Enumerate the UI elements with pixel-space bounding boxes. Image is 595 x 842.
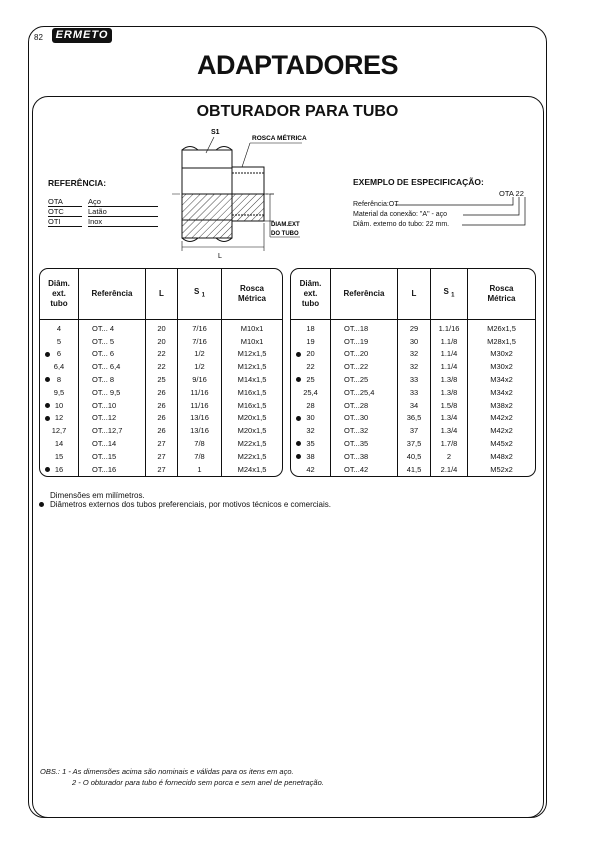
rosca-cell: M20x1,5 xyxy=(237,413,267,423)
l-label: L xyxy=(218,253,222,260)
s1-cell: 1.1/16 xyxy=(431,320,468,335)
ref-cell: OT...18 xyxy=(331,320,398,335)
rosca-cell: M16x1,5 xyxy=(237,400,267,410)
rosca-cell: M22x1,5 xyxy=(237,439,267,449)
diam-cell: 28 xyxy=(291,399,331,412)
l-cell: 20 xyxy=(146,335,178,348)
rosca-cell: M34x2 xyxy=(490,387,513,397)
ref-cell: OT...28 xyxy=(331,399,398,412)
diam-cell: 25 xyxy=(291,373,331,386)
s1-label: S1 xyxy=(211,129,220,136)
brand-logo: ERMETO xyxy=(52,28,112,43)
table-row xyxy=(291,320,535,335)
notes xyxy=(50,491,331,509)
diam-cell: 22 xyxy=(291,360,331,373)
l-cell: 37,5 xyxy=(398,437,431,450)
l-cell: 22 xyxy=(146,360,178,373)
rosca-cell: M48x2 xyxy=(490,451,513,461)
preferred-dot-icon xyxy=(296,454,301,459)
l-cell: 37 xyxy=(398,424,431,437)
table-row xyxy=(291,399,535,412)
preferred-dot-icon xyxy=(45,416,50,421)
reference-material: Latão xyxy=(88,207,158,217)
preferred-dot-icon xyxy=(296,377,301,382)
s1-cell: 11/16 xyxy=(178,399,222,412)
diam-cell: 12 xyxy=(40,412,79,425)
s1-cell: 11/16 xyxy=(178,386,222,399)
l-cell: 27 xyxy=(146,450,178,463)
col-diam: Diâm. ext. tubo xyxy=(291,269,331,320)
ref-cell: OT... 6 xyxy=(79,348,146,361)
table-row xyxy=(40,424,282,437)
ref-cell: OT...15 xyxy=(79,450,146,463)
table-row xyxy=(291,360,535,373)
ref-cell: OT...25 xyxy=(331,373,398,386)
l-cell: 32 xyxy=(398,348,431,361)
diam-label-1: DIAM.EXT xyxy=(271,222,300,228)
s1-cell: 1.7/8 xyxy=(431,437,468,450)
diam-cell: 6 xyxy=(40,348,79,361)
ref-cell: OT...30 xyxy=(331,412,398,425)
ref-cell: OT... 4 xyxy=(79,320,146,335)
s1-cell: 1.1/4 xyxy=(431,348,468,361)
l-cell: 22 xyxy=(146,348,178,361)
diam-cell: 25,4 xyxy=(291,386,331,399)
reference-code: OTI xyxy=(48,217,82,227)
ref-cell: OT... 5 xyxy=(79,335,146,348)
technical-drawing xyxy=(170,125,320,260)
diam-cell: 6,4 xyxy=(40,360,79,373)
diam-cell: 38 xyxy=(291,450,331,463)
diam-cell: 10 xyxy=(40,399,79,412)
ref-cell: OT... 8 xyxy=(79,373,146,386)
ref-cell: OT...12,7 xyxy=(79,424,146,437)
table-row xyxy=(40,335,282,348)
page-number: 82 xyxy=(34,33,43,42)
rosca-cell: M34x2 xyxy=(490,375,513,385)
s1-cell: 1.3/4 xyxy=(431,424,468,437)
l-cell: 26 xyxy=(146,386,178,399)
ref-cell: OT...38 xyxy=(331,450,398,463)
s1-cell: 1.3/8 xyxy=(431,373,468,386)
specification-line: Referência:OT xyxy=(353,201,399,208)
s1-cell: 7/16 xyxy=(178,335,222,348)
preferred-dot-icon xyxy=(296,441,301,446)
rosca-cell: M42x2 xyxy=(490,426,513,436)
reference-code: OTA xyxy=(48,197,82,207)
dimensions-table-right xyxy=(290,268,536,477)
ref-cell: OT... 9,5 xyxy=(79,386,146,399)
col-diam: Diâm. ext. tubo xyxy=(40,269,79,320)
table-row xyxy=(40,348,282,361)
reference-title: REFERÊNCIA: xyxy=(48,178,107,188)
rosca-cell: M24x1,5 xyxy=(237,464,267,474)
table-row xyxy=(291,424,535,437)
ref-cell: OT...16 xyxy=(79,463,146,476)
preferred-dot-icon xyxy=(296,416,301,421)
diam-cell: 14 xyxy=(40,437,79,450)
s1-cell: 9/16 xyxy=(178,373,222,386)
rosca-cell: M30x2 xyxy=(490,362,513,372)
rosca-cell: M42x2 xyxy=(490,413,513,423)
table-row xyxy=(291,335,535,348)
s1-cell: 1.1/4 xyxy=(431,360,468,373)
rosca-cell: M10x1 xyxy=(240,336,264,346)
rosca-cell: M12x1,5 xyxy=(237,349,267,359)
specification-title: EXEMPLO DE ESPECIFICAÇÃO: xyxy=(353,177,484,187)
col-ref: Referência xyxy=(79,269,146,320)
table-row xyxy=(291,386,535,399)
l-cell: 33 xyxy=(398,373,431,386)
page-title: ADAPTADORES xyxy=(196,50,398,80)
s1-cell: 1 xyxy=(178,463,222,476)
l-cell: 29 xyxy=(398,320,431,335)
l-cell: 33 xyxy=(398,386,431,399)
table-row xyxy=(40,360,282,373)
diam-cell: 42 xyxy=(291,463,331,476)
diam-cell: 20 xyxy=(291,348,331,361)
table-body-left xyxy=(40,320,282,476)
diam-label-2: DO TUBO xyxy=(271,231,299,237)
table-row xyxy=(40,399,282,412)
specification-line: Diâm. externo do tubo: 22 mm. xyxy=(353,221,450,228)
rosca-cell: M16x1,5 xyxy=(237,387,267,397)
l-cell: 27 xyxy=(146,437,178,450)
diam-cell: 8 xyxy=(40,373,79,386)
rosca-label: ROSCA MÉTRICA xyxy=(252,135,307,142)
ref-cell: OT...22 xyxy=(331,360,398,373)
rosca-cell: M14x1,5 xyxy=(237,375,267,385)
col-l: L xyxy=(146,269,178,320)
note-units: Dimensões em milímetros. xyxy=(50,491,145,500)
ref-cell: OT...14 xyxy=(79,437,146,450)
rosca-cell: M28x1,5 xyxy=(487,336,516,346)
reference-material: Inox xyxy=(88,217,158,227)
dimensions-table-left xyxy=(39,268,283,477)
table-row xyxy=(40,437,282,450)
specification-line: Material da conexão: "A" - aço xyxy=(353,211,448,218)
ref-cell: OT...32 xyxy=(331,424,398,437)
rosca-cell: M26x1,5 xyxy=(487,323,516,333)
diam-cell: 4 xyxy=(40,320,79,335)
l-cell: 25 xyxy=(146,373,178,386)
s1-cell: 7/8 xyxy=(178,437,222,450)
l-cell: 32 xyxy=(398,360,431,373)
table-row xyxy=(40,463,282,476)
col-rosca: Rosca Métrica xyxy=(222,269,283,320)
rosca-cell: M12x1,5 xyxy=(237,362,267,372)
table-row xyxy=(40,386,282,399)
rosca-cell: M30x2 xyxy=(490,349,513,359)
ref-cell: OT... 6,4 xyxy=(79,360,146,373)
ref-cell: OT...19 xyxy=(331,335,398,348)
s1-cell: 1.3/8 xyxy=(431,386,468,399)
rosca-cell: M22x1,5 xyxy=(237,451,267,461)
diam-cell: 15 xyxy=(40,450,79,463)
table-body-right xyxy=(291,320,535,476)
s1-cell: 1/2 xyxy=(178,360,222,373)
l-cell: 41,5 xyxy=(398,463,431,476)
diam-cell: 5 xyxy=(40,335,79,348)
preferred-dot-icon xyxy=(45,467,50,472)
s1-cell: 1.3/4 xyxy=(431,412,468,425)
obs-line-1: OBS.: 1 - As dimensões acima são nominais e válidas para os itens em aço. xyxy=(40,767,294,776)
ref-cell: OT...20 xyxy=(331,348,398,361)
s1-cell: 13/16 xyxy=(178,412,222,425)
diam-cell: 16 xyxy=(40,463,79,476)
section-title: OBTURADOR PARA TUBO xyxy=(196,103,399,120)
table-row xyxy=(40,450,282,463)
l-cell: 26 xyxy=(146,412,178,425)
col-rosca: Rosca Métrica xyxy=(468,269,536,320)
s1-cell: 7/16 xyxy=(178,320,222,335)
table-row xyxy=(291,348,535,361)
diam-cell: 30 xyxy=(291,412,331,425)
diam-cell: 12,7 xyxy=(40,424,79,437)
ref-cell: OT...10 xyxy=(79,399,146,412)
diam-cell: 35 xyxy=(291,437,331,450)
preferred-dot-icon xyxy=(45,352,50,357)
table xyxy=(291,269,535,476)
diam-cell: 18 xyxy=(291,320,331,335)
preferred-dot-icon xyxy=(296,352,301,357)
ref-cell: OT...25,4 xyxy=(331,386,398,399)
table-row xyxy=(291,373,535,386)
ref-cell: OT...12 xyxy=(79,412,146,425)
s1-cell: 1.1/8 xyxy=(431,335,468,348)
l-cell: 20 xyxy=(146,320,178,335)
table-row xyxy=(291,463,535,476)
s1-cell: 1.5/8 xyxy=(431,399,468,412)
table-row xyxy=(291,437,535,450)
preferred-dot-icon xyxy=(45,403,50,408)
l-cell: 26 xyxy=(146,424,178,437)
l-cell: 27 xyxy=(146,463,178,476)
s1-cell: 2.1/4 xyxy=(431,463,468,476)
l-cell: 40,5 xyxy=(398,450,431,463)
table-row xyxy=(291,412,535,425)
col-s1: S $_1$ xyxy=(431,269,468,320)
reference-material: Aço xyxy=(88,197,158,207)
s1-cell: 13/16 xyxy=(178,424,222,437)
diam-cell: 9,5 xyxy=(40,386,79,399)
table-row xyxy=(40,320,282,335)
col-s1: S $_1$ xyxy=(178,269,222,320)
note-preferred: Diâmetros externos dos tubos preferenciais, por motivos técnicos e comerciais. xyxy=(50,500,331,509)
table-row xyxy=(40,412,282,425)
rosca-cell: M20x1,5 xyxy=(237,426,267,436)
diam-cell: 19 xyxy=(291,335,331,348)
rosca-cell: M38x2 xyxy=(490,400,513,410)
s1-cell: 2 xyxy=(431,450,468,463)
obs-line-2: 2 - O obturador para tubo é fornecido sem porca e sem anel de penetração. xyxy=(72,778,324,787)
l-cell: 36,5 xyxy=(398,412,431,425)
col-l: L xyxy=(398,269,431,320)
l-cell: 26 xyxy=(146,399,178,412)
table-row xyxy=(40,373,282,386)
l-cell: 34 xyxy=(398,399,431,412)
table xyxy=(40,269,282,476)
specification-code: OTA 22 xyxy=(499,189,524,198)
ref-cell: OT...42 xyxy=(331,463,398,476)
diam-cell: 32 xyxy=(291,424,331,437)
table-row xyxy=(291,450,535,463)
reference-code: OTC xyxy=(48,207,82,217)
observations xyxy=(40,766,324,788)
ref-cell: OT...35 xyxy=(331,437,398,450)
preferred-dot-icon xyxy=(45,377,50,382)
s1-cell: 7/8 xyxy=(178,450,222,463)
l-cell: 30 xyxy=(398,335,431,348)
rosca-cell: M52x2 xyxy=(490,464,513,474)
rosca-cell: M10x1 xyxy=(240,323,264,333)
s1-cell: 1/2 xyxy=(178,348,222,361)
rosca-cell: M45x2 xyxy=(490,439,513,449)
col-ref: Referência xyxy=(331,269,398,320)
